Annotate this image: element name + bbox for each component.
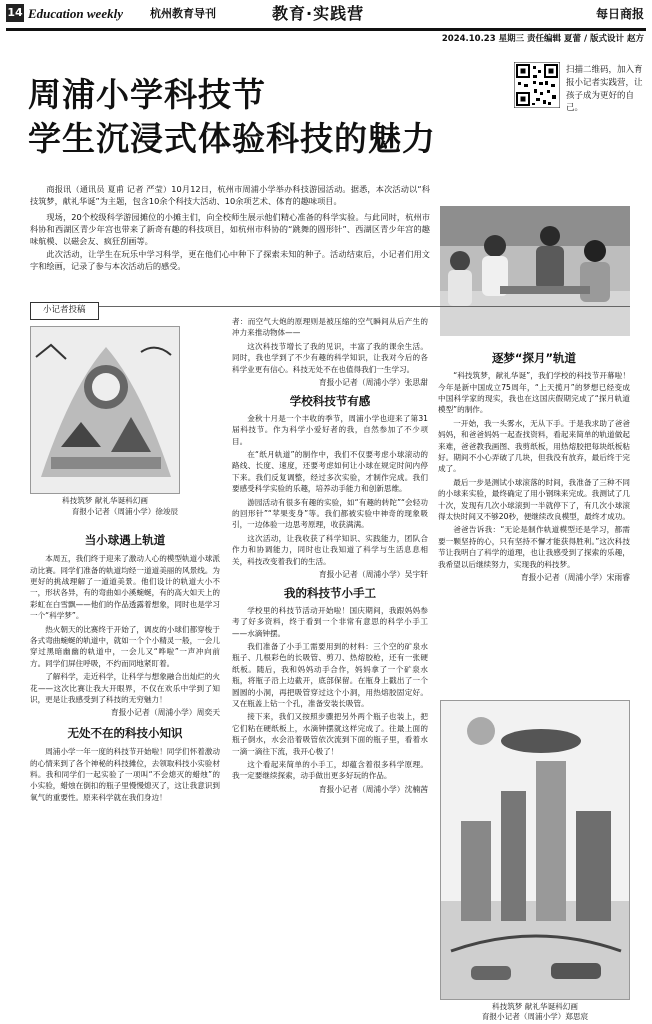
article-byline: 育报小记者（周浦小学）吴宇轩 (318, 569, 428, 579)
article-paragraph: 本周五，我们终于迎来了激动人心的模型轨道小球派动比赛。同学们准备的轨道均经一道道美丽的风景线。为更好的挑战理解了一道道美景。他们设计的轨道大小不一，形状各异，有的弯曲如小溪蜿蜒，有的高大如天上的彩虹在白雪飘——他们的作品透露着想象，同时也是学习一个“科学梦”。 (30, 554, 220, 621)
article-paragraph: “科技筑梦，献礼华诞”，我们学校的科技节开幕啦！今年是新中国成立75周年，“上天揽月”的梦想已经变成中国科学家的现实，我也在这国庆假期完成了“探月轨道模型”的制作。 (438, 371, 630, 415)
article-paragraph: 接下来，我们又按照步骤把另外两个瓶子也装上，把它们粘在硬纸板上，水滴钟摆就这样完成了。往最上面的瓶子倒水，水会沿着吸管依次流到下面的瓶子里，看着水一滴一滴往下流，我开心极了！ (232, 712, 428, 756)
article-title: 我的科技节小手工 (284, 585, 376, 600)
article-paragraph: 在“纸月轨道”的制作中，我们不仅要考虑小球滚动的路线、长度、速度，还要考虑如何让小球在规定时间内停下来。我们反复调整，经过多次实验，才制作完成。我们要感受科学实验的乐趣，培养动手能力和创新思维。 (232, 450, 428, 494)
article-byline: 育报小记者（周浦小学）周奕天 (110, 708, 220, 718)
article-paragraph: 周浦小学一年一度的科技节开始啦！同学们怀着激动的心情来到了各个神秘的科技摊位，去领取科技小实验材料。我和同学们一起实验了一项叫“不会熄灭的蜡烛”的小实验，蜡烛在倒扣的瓶子里慢慢熄灭了，这让我意识到氧气的重要性。原来科学就在我们身边！ (30, 747, 220, 802)
article-title: 学校科技节有感 (289, 393, 371, 408)
article-title: 当小球遇上轨道 (84, 533, 166, 547)
column-middle (232, 316, 428, 798)
painting-credit: 育报小记者（周浦小学）郑思宸 (481, 1012, 589, 1021)
article-byline: 育报小记者（周浦小学）沈楠茜 (318, 784, 428, 794)
dateline: 2024.10.23 星期三 责任编辑 夏蕾 / 版式设计 赵方 (441, 34, 644, 44)
painting-caption: 科技筑梦 献礼华诞科幻画 (492, 1002, 578, 1011)
article-byline: 育报小记者（周浦小学）张思甜 (318, 377, 428, 387)
article-paragraph: 爸爸告诉我：“无论是制作轨道模型还是学习，都需要一颗坚持的心，只有坚持不懈才能获得胜利。”这次科技节让我明白了科学的道理，也让我感受到了探索的乐趣，我希望以后继续努力，实现我的科技梦。 (438, 525, 630, 569)
section-title: 教育·实践营 (272, 4, 365, 23)
article-paragraph: 热火朝天的比赛终于开始了，调皮的小球们都穿梭于各式弯曲蜿蜒的轨道中，就如一个个小精灵一般，一会儿穿过黑暗幽幽的轨道中，一会儿又“哗啦”一声冲向前方。同学们屏住呼吸，不约而同地紧盯着。 (30, 624, 220, 668)
article-paragraph: 了解科学，走近科学，让科学与想象融合出灿烂的火花——这次比赛让我大开眼界，不仅在欢乐中学到了知识，更是让我感受到了科技的无穷魅力！ (30, 672, 220, 704)
qr-note: 扫描二维码，加入育报小记者实践营，让孩子成为更好的自己。 (566, 65, 643, 114)
article-byline: 育报小记者（周浦小学）宋雨睿 (520, 572, 630, 582)
brand-name: 每日商报 (595, 7, 644, 21)
lead-paragraph: 此次活动，让学生在玩乐中学习科学，更在他们心中种下了探索未知的种子。活动结束后，小记者们用文字和绘画，记录了参与本次活动后的感受。 (30, 248, 430, 271)
lead-paragraph: 现场，20个校级科学游园摊位的小摊主们，向全校师生展示他们精心准备的科学实验。与此同时，杭州市科协和西湖区青少年宫也带来了新奇有趣的科技项目，如杭州市科协的“跳舞的圆形针”、西湖区青少年宫的趣味航模、以磁会友、疯狂刮画等。 (30, 212, 430, 246)
article-ball-track (30, 532, 220, 805)
headline-line2: 学生沉浸式体验科技的魅力 (28, 119, 436, 158)
sci-fi-painting-1 (30, 326, 180, 494)
article-paragraph: 游园活动有很多有趣的实验，如“有趣的转陀”“会轻功的回形针”“苹果变身”等。我们都被实验中神奇的现象吸引，一边体验一边思考原理，收获满满。 (232, 497, 428, 530)
sci-fi-painting-2 (440, 700, 630, 1000)
article-paragraph: 这次活动，让我收获了科学知识、实践能力，团队合作力和协调能力，同时也让我知道了科学与生活息息相关，科技改变着我们的生活。 (232, 533, 428, 566)
section-divider (30, 306, 630, 307)
article-title: 无处不在的科技小知识 (67, 726, 183, 741)
edu-weekly-label: Education weekly (28, 6, 123, 21)
article-paragraph: 者：而空气大炮的原理则是被压缩的空气瞬间从后产生的冲力来推动物体—— (232, 317, 428, 338)
article-paragraph: 最后一步是测试小球滚落的时间，我准备了三种不同的小球来实验，最终确定了用小钢珠来完成。我测试了几十次，发现有几次小球滚到一半就停下了，有几次小球滚得太快时间又不够20秒，便继续改良模型，最终才成功。 (438, 477, 630, 521)
lead-paragraph: 商报讯（通讯员 夏甫 记者 严莹）10月12日，杭州市周浦小学举办科技游园活动。据悉，本次活动以“科技筑梦，献礼华诞”为主题，包含10余个科技大活动、10余项艺术、体育的趣味项目。 (30, 184, 430, 206)
activity-photo (440, 206, 630, 336)
article-paragraph: 一开始，我一头雾水，无从下手。于是我求助了爸爸妈妈，和爸爸妈妈一起查找资料，看起来简单的轨道做起来难，爸爸教我画图、我剪纸板，用热熔胶把每块纸板粘好。期间不小心弄破了几块，但我没有放弃，最后终于完成了。 (438, 418, 630, 474)
paper-name: 杭州教育导刊 (150, 7, 216, 20)
lead-body (30, 212, 430, 272)
article-paragraph: 我们准备了小手工需要用到的材料：三个空的矿泉水瓶子、几根彩色的长吸管、剪刀、热熔胶枪，还有一张硬纸板。随后，我和妈妈动手合作，妈妈拿了一个矿泉水瓶，将瓶子沿上边截开，底部保留。在瓶身上戳出了一个圆圆的小洞，再把吸管穿过这个小洞，用热熔胶固定好。又在瓶盖上钻一个孔，准备安装长吸管。 (232, 642, 428, 709)
headline-line1: 周浦小学科技节 (28, 75, 266, 114)
article-paragraph: 这次科技节增长了我的见识，丰富了我的课余生活。同时，我也学到了不少有趣的科学知识，让我对今后的各科学业更有信心。科技无处不在也值得我们一生学习。 (232, 341, 428, 374)
painting-credit: 育报小记者（周浦小学）徐竣辰 (71, 507, 179, 516)
article-paragraph: 学校里的科技节活动开始啦！国庆期间，我跟妈妈参考了好多资料，终于看到一个非常有意思的科学小手工——水滴钟摆。 (232, 605, 428, 638)
painting-caption: 科技筑梦 献礼华诞科幻画 (62, 496, 148, 505)
qr-code-icon[interactable] (514, 62, 560, 108)
article-paragraph: 这个看起来简单的小手工，却蕴含着很多科学原理。我一定要继续探索，动手做出更多好玩的作品。 (232, 759, 428, 781)
page-number: 14 (6, 4, 24, 22)
lead-article-wide (30, 184, 620, 196)
header-rule (6, 28, 646, 31)
article-moon-track (438, 350, 630, 587)
contributor-tag: 小记者投稿 (30, 302, 99, 320)
article-paragraph: 金秋十月是一个丰收的季节，周浦小学也迎来了第31届科技节。作为科学小爱好者的我，自然参加了不少项目。 (232, 413, 428, 446)
article-title: 逐梦“探月”轨道 (491, 351, 577, 365)
